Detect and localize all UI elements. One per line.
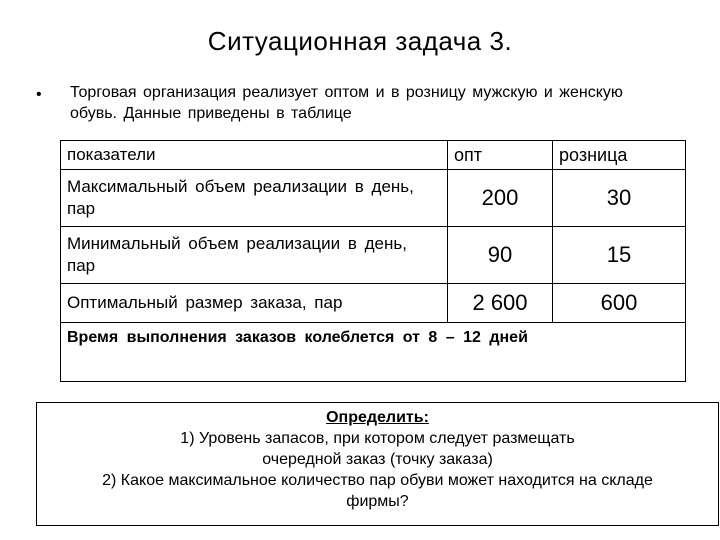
task-heading: Определить:	[326, 409, 429, 426]
header-retail: розница	[553, 141, 686, 170]
table-row	[61, 284, 686, 323]
header-wholesale: опт	[448, 141, 553, 170]
row-label: Оптимальный размер заказа, пар	[61, 284, 448, 323]
intro-text: Торговая организация реализует оптом и в розницу мужскую и женскую обувь. Данные приведены в таблице	[70, 84, 623, 122]
table-row	[61, 227, 686, 284]
retail-value: 600	[553, 284, 686, 323]
table-note-row	[61, 323, 686, 382]
task-line: 1) Уровень запасов, при котором следует размещать	[180, 430, 575, 447]
task-line: очередной заказ (точку заказа)	[262, 451, 493, 468]
bullet-icon: •	[36, 86, 42, 103]
header-indicators: показатели	[61, 141, 448, 170]
task-line: 2) Какое максимальное количество пар обуви может находится на складе	[102, 472, 653, 489]
retail-value: 30	[553, 170, 686, 227]
task-box	[36, 402, 719, 526]
slide-title: Ситуационная задача 3.	[207, 26, 513, 56]
row-label: Минимальный объем реализации в день, пар	[61, 227, 448, 284]
retail-value: 15	[553, 227, 686, 284]
wholesale-value: 2 600	[448, 284, 553, 323]
row-label: Максимальный объем реализации в день, пар	[61, 170, 448, 227]
lead-time-note: Время выполнения заказов колеблется от 8 – 12 дней	[61, 323, 686, 382]
task-line: фирмы?	[346, 493, 409, 510]
table-row	[61, 170, 686, 227]
table-header-row	[61, 141, 686, 170]
wholesale-value: 90	[448, 227, 553, 284]
data-table	[60, 140, 686, 382]
wholesale-value: 200	[448, 170, 553, 227]
